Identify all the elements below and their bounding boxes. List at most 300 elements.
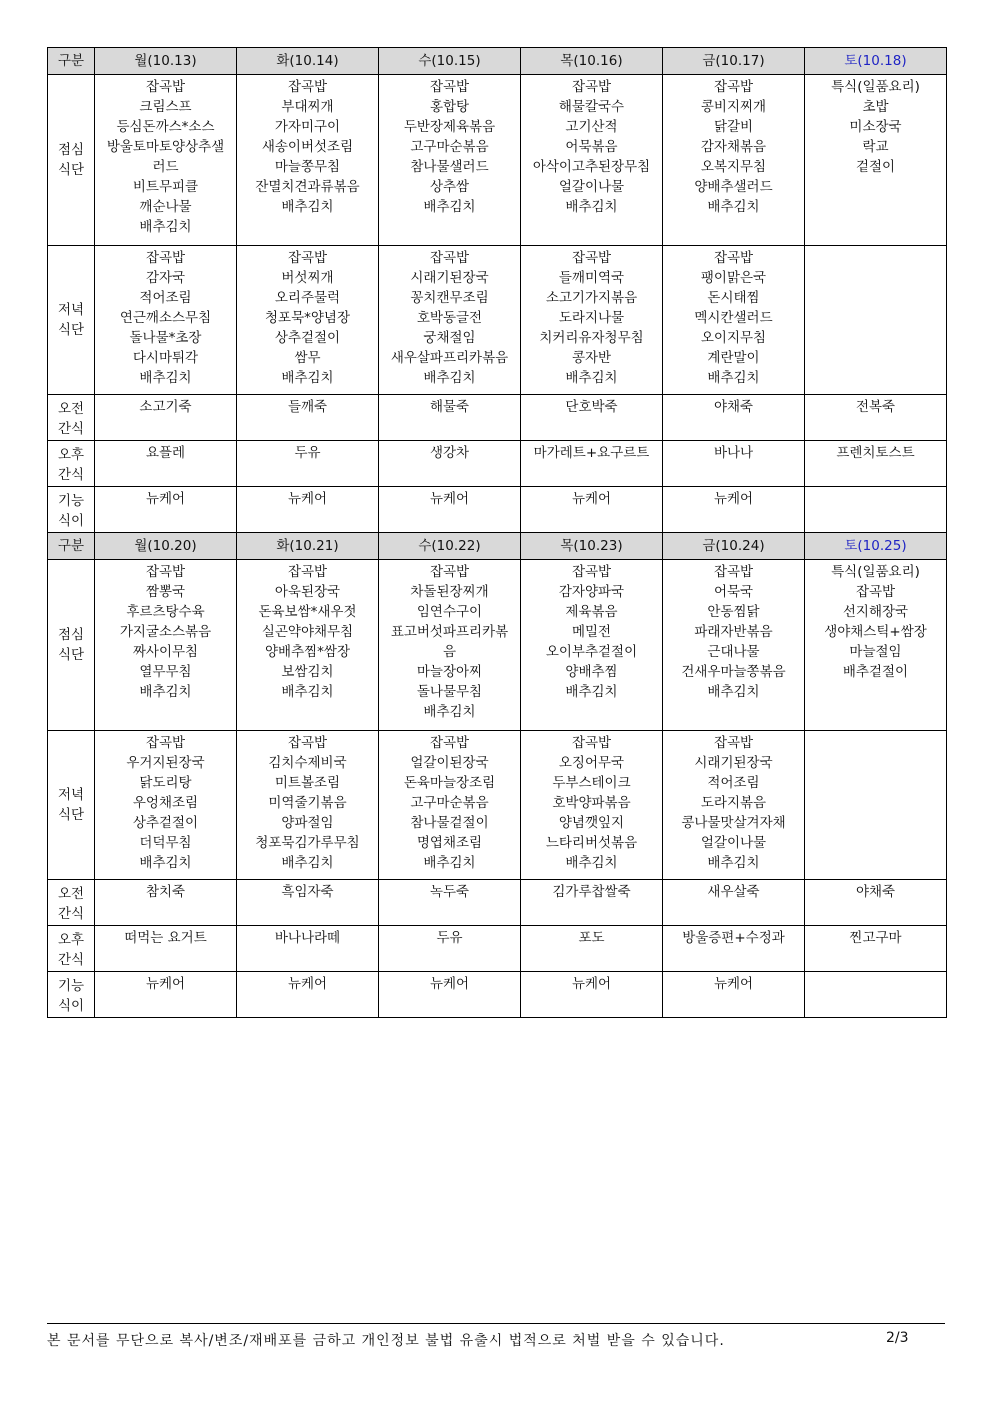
pm-snack-cell: [663, 441, 805, 487]
am-snack-label: [48, 395, 95, 441]
menu-item: 겉절이: [855, 159, 896, 175]
menu-item: 잡곡밥: [429, 564, 470, 580]
am-snack-label: [48, 880, 95, 926]
menu-item: 크림스프: [139, 99, 192, 115]
am-snack-cell: [379, 395, 521, 441]
menu-item: 잡곡밥: [713, 564, 754, 580]
day-header: 월(10.13): [95, 48, 237, 75]
menu-item: 비트무피클: [132, 179, 199, 195]
am-snack-label-line: 간식: [57, 905, 85, 922]
menu-item: 제육볶음: [565, 604, 618, 620]
pm-snack-label: [48, 441, 95, 487]
dinner-row: [48, 731, 947, 880]
menu-item: 러드: [152, 159, 179, 175]
menu-item: 미트볼조림: [274, 775, 341, 791]
menu-item: 느타리버섯볶음: [545, 835, 638, 851]
menu-item: 깨순나물: [139, 199, 192, 215]
page-number: 2/3: [886, 1330, 909, 1346]
menu-item: 시래기된장국: [694, 755, 773, 771]
menu-item: 도라지나물: [558, 310, 625, 326]
menu-item: 쌈무: [294, 350, 321, 366]
menu-item: 새송이버섯조림: [261, 139, 354, 155]
menu-item: 전복죽: [855, 399, 896, 415]
lunch-cell: [237, 560, 379, 731]
menu-item: 닭도리탕: [139, 775, 192, 791]
menu-item: 열무무침: [139, 664, 192, 680]
pm-snack-cell: [521, 441, 663, 487]
menu-item: 상추겉절이: [132, 815, 199, 831]
menu-item: 가자미구이: [274, 119, 341, 135]
menu-item: 마늘쫑무침: [274, 159, 341, 175]
menu-item: 근대나물: [707, 644, 760, 660]
menu-item: 우거지된장국: [126, 755, 205, 771]
am-snack-row: [48, 395, 947, 441]
pm-snack-label-line: 오후: [57, 931, 85, 948]
functional-diet-cell: [805, 972, 947, 1018]
menu-item: 야채죽: [855, 884, 896, 900]
menu-item: 오이부추겉절이: [545, 644, 638, 660]
lunch-row: [48, 75, 947, 246]
menu-item: 부대찌개: [281, 99, 334, 115]
menu-item: 잡곡밥: [145, 735, 186, 751]
pm-snack-row: [48, 441, 947, 487]
menu-item: 잡곡밥: [287, 79, 328, 95]
header-row: [48, 48, 947, 75]
lunch-cell: [663, 560, 805, 731]
menu-item: 잡곡밥: [855, 584, 896, 600]
menu-item: 콩나물맛살겨자채: [681, 815, 786, 831]
pm-snack-cell: [95, 441, 237, 487]
menu-item: 고구마순볶음: [410, 795, 489, 811]
meal-plan-table: [47, 47, 947, 1018]
menu-item: 팽이맑은국: [700, 270, 767, 286]
day-header: 화(10.21): [237, 533, 379, 560]
menu-item: 배추김치: [565, 855, 618, 871]
menu-item: 소고기가지볶음: [545, 290, 638, 306]
menu-item: 감자양파국: [558, 584, 625, 600]
menu-item: 메밀전: [571, 624, 612, 640]
menu-item: 명엽채조림: [416, 835, 483, 851]
menu-item: 보쌈김치: [281, 664, 334, 680]
menu-item: 임연수구이: [416, 604, 483, 620]
dinner-cell: [521, 731, 663, 880]
am-snack-cell: [95, 880, 237, 926]
menu-item: 들깨죽: [287, 399, 328, 415]
menu-item: 청포묵김가루무침: [255, 835, 360, 851]
functional-diet-row: [48, 487, 947, 533]
menu-item: 잡곡밥: [145, 79, 186, 95]
lunch-cell: [95, 75, 237, 246]
lunch-label-line: 점심: [57, 142, 85, 158]
dinner-label-line: 식단: [57, 807, 85, 823]
dinner-cell: [805, 731, 947, 880]
menu-item: 아욱된장국: [274, 584, 341, 600]
am-snack-row: [48, 880, 947, 926]
pm-snack-label: [48, 926, 95, 972]
lunch-cell: [805, 560, 947, 731]
menu-item: 호박동글전: [416, 310, 483, 326]
menu-item: 뉴케어: [429, 491, 470, 507]
pm-snack-cell: [663, 926, 805, 972]
menu-item: 양배추찜: [565, 664, 618, 680]
menu-item: 배추김치: [139, 370, 192, 386]
menu-item: 요플레: [145, 445, 186, 461]
menu-item: 잡곡밥: [429, 250, 470, 266]
menu-item: 파래자반볶음: [694, 624, 773, 640]
menu-item: 배추김치: [139, 684, 192, 700]
am-snack-cell: [805, 395, 947, 441]
menu-item: 찐고구마: [849, 930, 902, 946]
menu-item: 더덕무침: [139, 835, 192, 851]
menu-item: 닭갈비: [713, 119, 754, 135]
header-label: 구분: [48, 533, 95, 560]
menu-item: 어묵볶음: [565, 139, 618, 155]
menu-item: 미소장국: [849, 119, 902, 135]
menu-item: 잡곡밥: [287, 735, 328, 751]
menu-item: 잔멸치견과류볶음: [255, 179, 360, 195]
footer-divider: [47, 1323, 945, 1324]
menu-item: 잡곡밥: [287, 250, 328, 266]
menu-item: 양배추찜*쌈장: [265, 644, 350, 660]
dinner-cell: [521, 246, 663, 395]
menu-item: 고구마순볶음: [410, 139, 489, 155]
dinner-label-line: 저녁: [57, 787, 85, 803]
menu-item: 마늘절임: [849, 644, 902, 660]
header-label: 구분: [48, 48, 95, 75]
menu-item: 미역줄기볶음: [268, 795, 347, 811]
menu-item: 잡곡밥: [713, 250, 754, 266]
menu-item: 돌나물무침: [416, 684, 483, 700]
menu-item: 배추김치: [139, 855, 192, 871]
pm-snack-cell: [95, 926, 237, 972]
menu-item: 오징어무국: [558, 755, 625, 771]
pm-snack-cell: [805, 441, 947, 487]
menu-item: 참치죽: [145, 884, 186, 900]
menu-item: 뉴케어: [145, 976, 186, 992]
pm-snack-cell: [521, 926, 663, 972]
functional-diet-cell: [663, 487, 805, 533]
functional-diet-label-line: 기능: [57, 492, 85, 509]
menu-item: 두부스테이크: [552, 775, 631, 791]
functional-diet-label-line: 식이: [57, 512, 85, 529]
day-header: 금(10.24): [663, 533, 805, 560]
menu-item: 배추김치: [281, 370, 334, 386]
menu-item: 김가루찹쌀죽: [552, 884, 631, 900]
lunch-cell: [95, 560, 237, 731]
meal-plan-body: [48, 48, 947, 1018]
menu-item: 다시마튀각: [132, 350, 199, 366]
dinner-cell: [663, 246, 805, 395]
menu-item: 우엉채조림: [132, 795, 199, 811]
menu-item: 배추김치: [423, 199, 476, 215]
menu-item: 얼갈이나물: [700, 835, 767, 851]
menu-item: 녹두죽: [429, 884, 470, 900]
menu-item: 락교: [862, 139, 889, 155]
menu-item: 돌나물*초장: [129, 330, 202, 346]
day-header: 금(10.17): [663, 48, 805, 75]
menu-item: 실곤약야채무침: [261, 624, 354, 640]
menu-item: 고기산적: [565, 119, 618, 135]
menu-item: 짜사이무침: [132, 644, 199, 660]
menu-item: 잡곡밥: [429, 735, 470, 751]
menu-item: 계란말이: [707, 350, 760, 366]
menu-item: 배추김치: [565, 199, 618, 215]
am-snack-cell: [663, 880, 805, 926]
menu-item: 잡곡밥: [571, 564, 612, 580]
menu-item: 뉴케어: [287, 976, 328, 992]
lunch-cell: [237, 75, 379, 246]
functional-diet-cell: [805, 487, 947, 533]
am-snack-cell: [663, 395, 805, 441]
dinner-label-line: 저녁: [57, 302, 85, 318]
menu-item: 소고기죽: [139, 399, 192, 415]
dinner-cell: [237, 731, 379, 880]
pm-snack-row: [48, 926, 947, 972]
menu-item: 홍합탕: [429, 99, 470, 115]
day-header: 화(10.14): [237, 48, 379, 75]
menu-item: 참나물샐러드: [410, 159, 489, 175]
menu-item: 바나나라떼: [274, 930, 341, 946]
pm-snack-cell: [237, 441, 379, 487]
functional-diet-label-line: 기능: [57, 977, 85, 994]
menu-item: 등심돈까스*소스: [116, 119, 215, 135]
menu-item: 배추김치: [707, 855, 760, 871]
lunch-cell: [521, 560, 663, 731]
day-header: 수(10.15): [379, 48, 521, 75]
pm-snack-cell: [805, 926, 947, 972]
lunch-label: [48, 560, 95, 731]
menu-item: 적어조림: [139, 290, 192, 306]
dinner-label-line: 식단: [57, 322, 85, 338]
menu-item: 새우살파프리카볶음: [390, 350, 509, 366]
menu-item: 음: [442, 644, 457, 660]
menu-item: 표고버섯파프리카볶: [390, 624, 509, 640]
menu-item: 버섯찌개: [281, 270, 334, 286]
am-snack-cell: [805, 880, 947, 926]
lunch-cell: [521, 75, 663, 246]
menu-item: 감자국: [145, 270, 186, 286]
lunch-cell: [805, 75, 947, 246]
day-header: 토(10.25): [805, 533, 947, 560]
menu-item: 아삭이고추된장무침: [532, 159, 651, 175]
menu-item: 뉴케어: [571, 491, 612, 507]
functional-diet-label: [48, 972, 95, 1018]
pm-snack-label-line: 간식: [57, 466, 85, 483]
menu-item: 들깨미역국: [558, 270, 625, 286]
menu-item: 방울토마토양상추샐: [106, 139, 225, 155]
menu-item: 배추김치: [139, 219, 192, 235]
functional-diet-cell: [95, 972, 237, 1018]
menu-item: 잡곡밥: [571, 735, 612, 751]
menu-item: 시래기된장국: [410, 270, 489, 286]
menu-item: 흑임자죽: [281, 884, 334, 900]
menu-item: 뉴케어: [713, 976, 754, 992]
menu-item: 포도: [578, 930, 605, 946]
menu-item: 잡곡밥: [145, 250, 186, 266]
menu-item: 상추겉절이: [274, 330, 341, 346]
menu-item: 두반장제육볶음: [403, 119, 496, 135]
menu-item: 가지굴소스볶음: [119, 624, 212, 640]
day-header: 목(10.23): [521, 533, 663, 560]
lunch-label-line: 점심: [57, 627, 85, 643]
menu-item: 오이지무침: [700, 330, 767, 346]
menu-item: 프렌치토스트: [836, 445, 915, 461]
day-header: 수(10.22): [379, 533, 521, 560]
pm-snack-cell: [237, 926, 379, 972]
menu-item: 배추김치: [565, 370, 618, 386]
am-snack-label-line: 오전: [57, 400, 85, 417]
menu-item: 청포묵*양념장: [265, 310, 350, 326]
menu-item: 연근깨소스무침: [119, 310, 212, 326]
menu-item: 콩자반: [571, 350, 612, 366]
menu-item: 차돌된장찌개: [410, 584, 489, 600]
menu-item: 야채죽: [713, 399, 754, 415]
am-snack-label-line: 간식: [57, 420, 85, 437]
menu-item: 얼갈이나물: [558, 179, 625, 195]
menu-item: 배추김치: [423, 855, 476, 871]
menu-item: 양념깻잎지: [558, 815, 625, 831]
menu-item: 잡곡밥: [713, 735, 754, 751]
lunch-label: [48, 75, 95, 246]
dinner-cell: [95, 731, 237, 880]
lunch-cell: [663, 75, 805, 246]
functional-diet-cell: [237, 972, 379, 1018]
dinner-cell: [805, 246, 947, 395]
menu-item: 뉴케어: [571, 976, 612, 992]
menu-item: 해물죽: [429, 399, 470, 415]
dinner-cell: [95, 246, 237, 395]
menu-item: 잡곡밥: [429, 79, 470, 95]
am-snack-cell: [237, 395, 379, 441]
am-snack-cell: [521, 395, 663, 441]
menu-item: 배추겉절이: [842, 664, 909, 680]
menu-item: 적어조림: [707, 775, 760, 791]
menu-item: 떠먹는 요거트: [124, 930, 207, 946]
menu-item: 양배추샐러드: [694, 179, 773, 195]
menu-item: 생야채스틱+쌈장: [824, 624, 927, 640]
menu-item: 상추쌈: [429, 179, 470, 195]
menu-item: 후르츠탕수육: [126, 604, 205, 620]
functional-diet-cell: [95, 487, 237, 533]
functional-diet-cell: [237, 487, 379, 533]
dinner-row: [48, 246, 947, 395]
menu-item: 호박양파볶음: [552, 795, 631, 811]
menu-item: 돈육마늘장조림: [403, 775, 496, 791]
menu-item: 잡곡밥: [287, 564, 328, 580]
footer-notice: 본 문서를 무단으로 복사/변조/재배포를 금하고 개인정보 불법 유출시 법적으로 처벌 받을 수 있습니다.: [47, 1333, 725, 1349]
menu-item: 오복지무침: [700, 159, 767, 175]
menu-item: 배추김치: [707, 684, 760, 700]
menu-item: 뉴케어: [145, 491, 186, 507]
am-snack-label-line: 오전: [57, 885, 85, 902]
menu-item: 배추김치: [707, 370, 760, 386]
pm-snack-label-line: 오후: [57, 446, 85, 463]
menu-item: 잡곡밥: [571, 79, 612, 95]
menu-item: 특식(일품요리): [831, 564, 920, 580]
menu-item: 양파절임: [281, 815, 334, 831]
lunch-label-line: 식단: [57, 162, 85, 178]
menu-item: 해물칼국수: [558, 99, 625, 115]
menu-item: 배추김치: [281, 684, 334, 700]
am-snack-cell: [237, 880, 379, 926]
menu-item: 생강차: [429, 445, 470, 461]
menu-item: 단호박죽: [565, 399, 618, 415]
menu-item: 두유: [436, 930, 463, 946]
menu-item: 마늘장아찌: [416, 664, 483, 680]
menu-item: 뉴케어: [429, 976, 470, 992]
menu-item: 잡곡밥: [571, 250, 612, 266]
day-header: 토(10.18): [805, 48, 947, 75]
dinner-cell: [379, 246, 521, 395]
menu-item: 뉴케어: [713, 491, 754, 507]
menu-item: 배추김치: [565, 684, 618, 700]
menu-item: 참나물겉절이: [410, 815, 489, 831]
am-snack-cell: [379, 880, 521, 926]
menu-item: 건새우마늘쫑볶음: [681, 664, 786, 680]
menu-item: 배추김치: [707, 199, 760, 215]
menu-item: 특식(일품요리): [831, 79, 920, 95]
menu-item: 마가레트+요구르트: [533, 445, 650, 461]
menu-item: 어묵국: [713, 584, 754, 600]
menu-item: 돈육보쌈*새우젓: [258, 604, 357, 620]
menu-item: 두유: [294, 445, 321, 461]
header-row: [48, 533, 947, 560]
menu-item: 오리주물럭: [274, 290, 341, 306]
menu-item: 잡곡밥: [713, 79, 754, 95]
am-snack-cell: [95, 395, 237, 441]
functional-diet-row: [48, 972, 947, 1018]
dinner-cell: [379, 731, 521, 880]
menu-item: 안동찜닭: [707, 604, 760, 620]
menu-item: 궁채절임: [423, 330, 476, 346]
functional-diet-cell: [663, 972, 805, 1018]
menu-item: 감자채볶음: [700, 139, 767, 155]
lunch-row: [48, 560, 947, 731]
dinner-cell: [663, 731, 805, 880]
functional-diet-label: [48, 487, 95, 533]
functional-diet-cell: [521, 972, 663, 1018]
menu-item: 짬뽕국: [145, 584, 186, 600]
menu-item: 배추김치: [281, 199, 334, 215]
menu-item: 꽁치캔무조림: [410, 290, 489, 306]
menu-item: 돈시태찜: [707, 290, 760, 306]
menu-item: 콩비지찌개: [700, 99, 767, 115]
functional-diet-cell: [379, 487, 521, 533]
dinner-label: [48, 246, 95, 395]
menu-item: 멕시칸샐러드: [694, 310, 773, 326]
pm-snack-cell: [379, 441, 521, 487]
menu-item: 얼갈이된장국: [410, 755, 489, 771]
menu-item: 김치수제비국: [268, 755, 347, 771]
menu-item: 선지해장국: [842, 604, 909, 620]
pm-snack-cell: [379, 926, 521, 972]
menu-item: 배추김치: [423, 704, 476, 720]
am-snack-cell: [521, 880, 663, 926]
lunch-cell: [379, 560, 521, 731]
menu-item: 초밥: [862, 99, 889, 115]
menu-item: 배추김치: [281, 855, 334, 871]
menu-item: 도라지볶음: [700, 795, 767, 811]
dinner-cell: [237, 246, 379, 395]
functional-diet-cell: [379, 972, 521, 1018]
menu-item: 배추김치: [423, 370, 476, 386]
menu-item: 새우살죽: [707, 884, 760, 900]
menu-item: 방울증편+수정과: [682, 930, 785, 946]
day-header: 월(10.20): [95, 533, 237, 560]
lunch-label-line: 식단: [57, 647, 85, 663]
day-header: 목(10.16): [521, 48, 663, 75]
menu-item: 바나나: [713, 445, 754, 461]
